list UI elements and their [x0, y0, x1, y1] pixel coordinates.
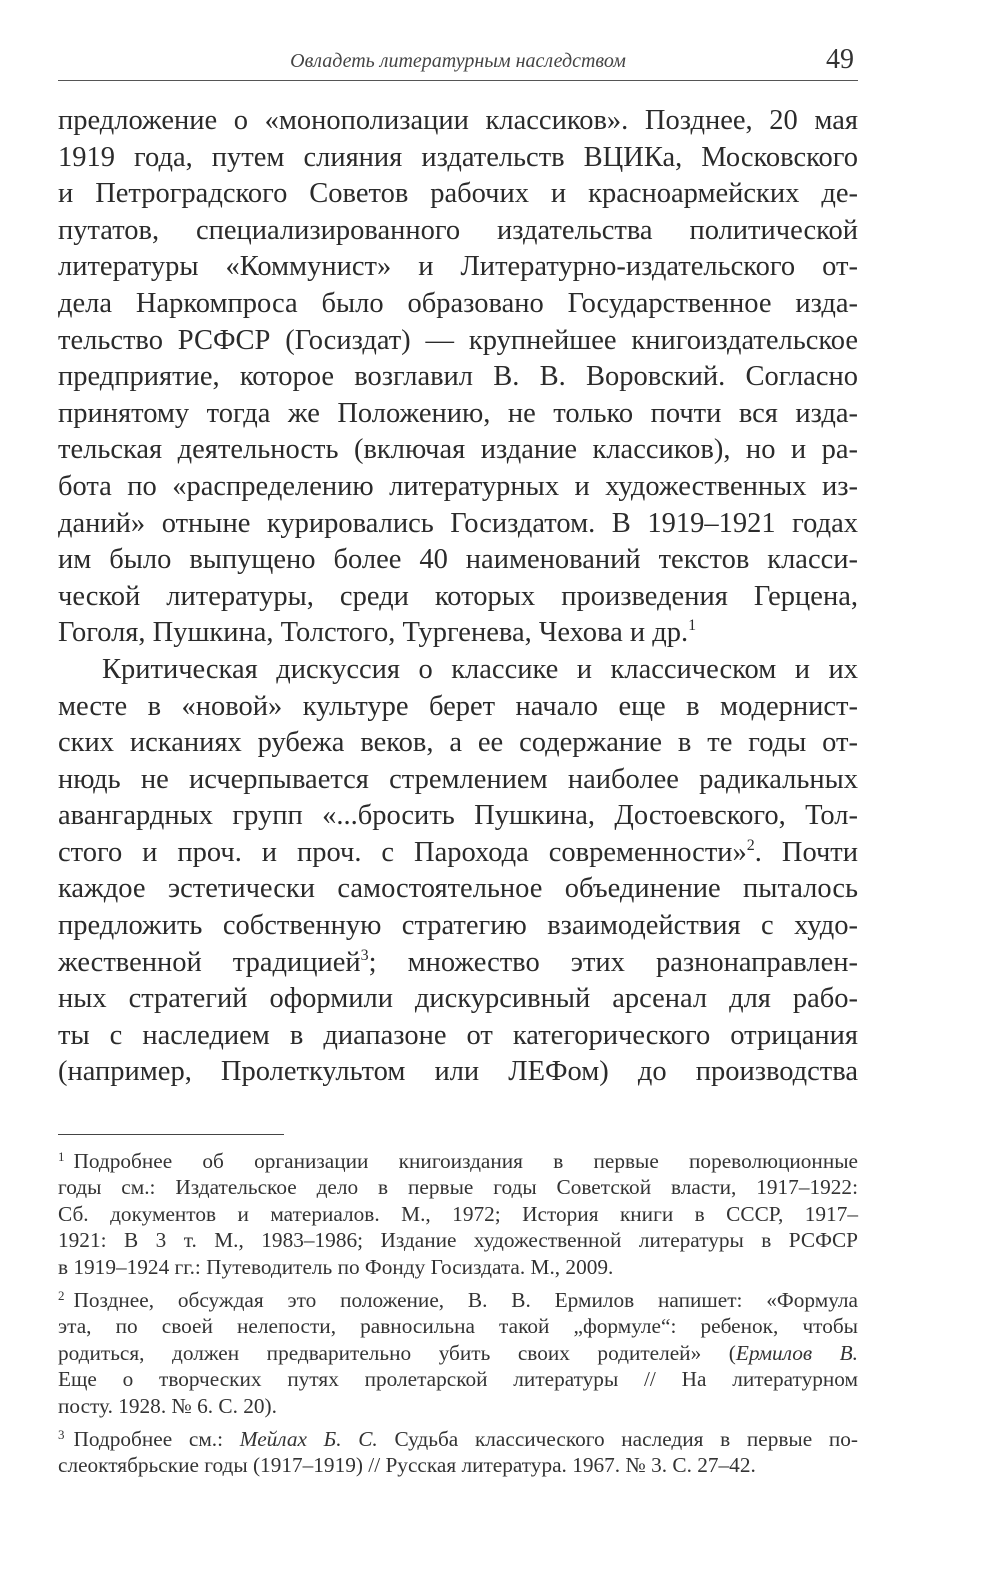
footnote-line — [58, 1287, 858, 1313]
text-line: принятому тогда же Положению, не только почти вся изда- — [58, 397, 858, 429]
text-line: 1919 года, путем слияния издательств ВЦИКа, Московского — [58, 141, 858, 173]
text-line: нюдь не исчерпывается стремлением наиболее радикальных — [58, 763, 858, 795]
text-line: дела Наркомпроса было образовано Государственное изда- — [58, 287, 858, 319]
text-line — [58, 615, 858, 652]
text-line: авангардных групп «...бросить Пушкина, Достоевского, Тол- — [58, 800, 858, 832]
footnote-ref: 3 — [360, 946, 369, 964]
footnote-line: годы см.: Издательское дело в первые годы Советской власти, 1917–1922: — [58, 1175, 858, 1200]
footnote-1 — [58, 1148, 858, 1280]
footnote-text: Подробнее об организации книгоиздания в первые пореволюционные — [73, 1149, 858, 1173]
footnote-line: посту. 1928. № 6. С. 20). — [58, 1393, 277, 1418]
text-line: им было выпущено более 40 наименований текстов класси- — [58, 544, 858, 576]
text-line: тельская деятельность (включая издание классиков), но и ра- — [58, 434, 858, 466]
text-line: предложение о «монополизации классиков». Позднее, 20 мая — [58, 105, 858, 136]
page-number: 49 — [826, 44, 854, 75]
page-header — [58, 40, 858, 81]
footnote-line: эта, по своей нелепости, равносильна такой „формуле“: ребенок, чтобы — [58, 1314, 858, 1339]
footnotes — [58, 1148, 858, 1486]
text-line: тельство РСФСР (Госиздат) — крупнейшее книгоиздательское — [58, 324, 858, 356]
footnote-line: Сб. документов и материалов. М., 1972; История книги в СССР, 1917– — [58, 1201, 858, 1226]
text-line: путатов, специализированного издательства политической — [58, 214, 858, 246]
running-title: Овладеть литературным наследством — [290, 50, 626, 72]
footnote-ref: 1 — [688, 617, 697, 635]
footnote-text: родиться, должен предварительно убить своих родителей» ( — [58, 1340, 736, 1365]
footnote-line: в 1919–1924 гг.: Путеводитель по Фонду Госиздата. М., 2009. — [58, 1254, 614, 1279]
footnote-text: Судьба классического наследия в первые по- — [377, 1426, 858, 1451]
paragraph-1 — [58, 103, 858, 652]
text-line: литературы «Коммунист» и Литературно-издательского от- — [58, 251, 858, 283]
text-line-content: . Почти — [754, 836, 858, 868]
main-text — [58, 103, 858, 1091]
text-line: предложить собственную стратегию взаимодействия с худо- — [58, 910, 858, 942]
text-line: ных стратегий оформили дискурсивный арсенал для рабо- — [58, 983, 858, 1015]
text-line: предприятие, которое возглавил В. В. Воровский. Согласно — [58, 361, 858, 393]
text-line-content: Гоголя, Пушкина, Толстого, Тургенева, Чехова и др. — [58, 617, 689, 649]
footnote-mark: 3 — [58, 1426, 65, 1442]
text-line: каждое эстетически самостоятельное объединение пыталось — [58, 873, 858, 905]
footnote-3 — [58, 1426, 858, 1479]
paragraph-2 — [58, 652, 858, 1091]
footnote-divider — [58, 1134, 284, 1135]
text-line: Критическая дискуссия о классике и классическом и их — [102, 653, 858, 685]
footnote-ref: 2 — [746, 836, 755, 854]
text-line: даний» отныне курировались Госиздатом. В 1919–1921 годах — [58, 507, 858, 539]
text-line: бота по «распределению литературных и художественных из- — [58, 470, 858, 502]
footnote-text: Позднее, обсуждая это положение, В. В. Ермилов напишет: «Формула — [73, 1287, 858, 1312]
text-line-content: стого и проч. и проч. с Парохода современности» — [58, 836, 747, 868]
footnote-line — [58, 1340, 858, 1366]
text-line: и Петроградского Советов рабочих и красноармейских де- — [58, 178, 858, 210]
text-line-content: жественной традицией — [58, 946, 361, 978]
footnote-line: слеоктябрьские годы (1917–1919) // Русская литература. 1967. № 3. С. 27–42. — [58, 1453, 756, 1478]
footnote-mark: 2 — [58, 1287, 65, 1303]
text-line: ты с наследием в диапазоне от категорического отрицания — [58, 1019, 858, 1051]
footnote-2 — [58, 1287, 858, 1419]
footnote-line — [58, 1148, 858, 1174]
text-line: ских исканиях рубежа веков, а ее содержание в те годы от- — [58, 727, 858, 759]
text-line: ческой литературы, среди которых произведения Герцена, — [58, 580, 858, 612]
text-line — [58, 945, 858, 982]
footnote-text: Подробнее см.: — [73, 1426, 240, 1451]
text-line — [58, 835, 858, 872]
footnote-line — [58, 1426, 858, 1452]
text-line-content: ; множество этих разнонаправлен- — [368, 946, 858, 978]
footnote-mark: 1 — [58, 1149, 65, 1164]
author-name: Мейлах Б. С. — [239, 1426, 378, 1451]
text-line: месте в «новой» культуре берет начало еще в модернист- — [58, 690, 858, 722]
text-line: (например, Пролеткультом или ЛЕФом) до производства — [58, 1056, 858, 1088]
footnote-line: Еще о творческих путях пролетарской литературы // На литературном — [58, 1367, 858, 1392]
footnote-line: 1921: В 3 т. М., 1983–1986; Издание художественной литературы в РСФСР — [58, 1228, 858, 1253]
author-name: Ермилов В. — [735, 1340, 859, 1365]
